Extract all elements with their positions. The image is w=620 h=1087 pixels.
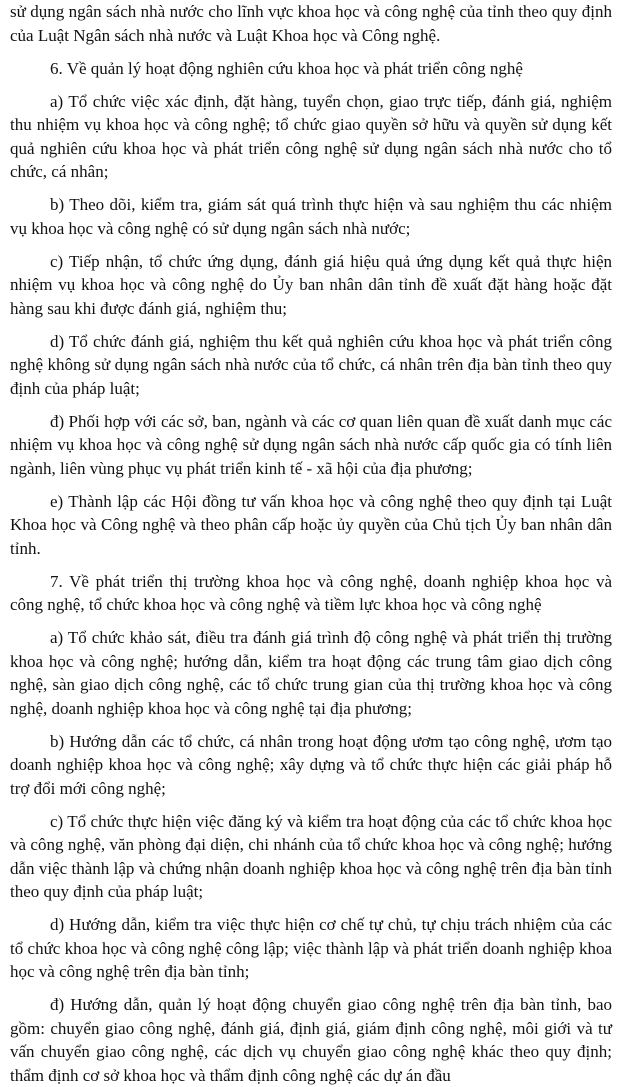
paragraph-6e: e) Thành lập các Hội đồng tư vấn khoa học và công nghệ theo quy định tại Luật Khoa học và Công nghệ và theo phân cấp hoặc ủy quyền của Chủ tịch Ủy ban nhân dân tỉnh.: [10, 491, 612, 558]
section-heading-7: 7. Về phát triển thị trường khoa học và công nghệ, doanh nghiệp khoa học và công nghệ, tổ chức khoa học và công nghệ và tiềm lực khoa học và công nghệ: [10, 571, 612, 614]
paragraph-continuation: sử dụng ngân sách nhà nước cho lĩnh vực khoa học và công nghệ của tỉnh theo quy định của Luật Ngân sách nhà nước và Luật Khoa học và Công nghệ.: [10, 2, 612, 45]
paragraph-7dd: đ) Hướng dẫn, quản lý hoạt động chuyển giao công nghệ trên địa bàn tỉnh, bao gồm: chuyển giao công nghệ, đánh giá, định giá, giám định công nghệ, môi giới và tư vấn chuyển giao công nghệ, các dịch vụ chuyển giao công nghệ khác theo quy định; thẩm định cơ sở khoa học và thẩm định công nghệ các dự án đầu: [10, 995, 612, 1085]
section-heading-6: 6. Về quản lý hoạt động nghiên cứu khoa học và phát triển công nghệ: [50, 58, 523, 78]
paragraph-6c: c) Tiếp nhận, tổ chức ứng dụng, đánh giá hiệu quả ứng dụng kết quả thực hiện nhiệm vụ khoa học và công nghệ do Ủy ban nhân dân tỉnh đề xuất đặt hàng hoặc đặt hàng sau khi được đánh giá, nghiệm thu;: [10, 251, 612, 318]
paragraph-6dd: đ) Phối hợp với các sở, ban, ngành và các cơ quan liên quan đề xuất danh mục các nhiệm vụ khoa học và công nghệ sử dụng ngân sách nhà nước cấp quốc gia có tính liên ngành, liên vùng phục vụ phát triển kinh tế - xã hội của địa phương;: [10, 411, 612, 478]
paragraph-6d: d) Tổ chức đánh giá, nghiệm thu kết quả nghiên cứu khoa học và phát triển công nghệ không sử dụng ngân sách nhà nước của tổ chức, cá nhân trên địa bàn tỉnh theo quy định của pháp luật;: [10, 331, 612, 398]
document-page: [10, 0, 612, 1085]
paragraph-6b: b) Theo dõi, kiểm tra, giám sát quá trình thực hiện và sau nghiệm thu các nhiệm vụ khoa học và công nghệ có sử dụng ngân sách nhà nước;: [10, 195, 612, 238]
paragraph-7c: c) Tổ chức thực hiện việc đăng ký và kiểm tra hoạt động của các tổ chức khoa học và công nghệ, văn phòng đại diện, chi nhánh của tổ chức khoa học và công nghệ; hướng dẫn việc thành lập và chứng nhận doanh nghiệp khoa học và công nghệ trên địa bàn tỉnh theo quy định của pháp luật;: [10, 811, 612, 901]
paragraph-6a: a) Tổ chức việc xác định, đặt hàng, tuyển chọn, giao trực tiếp, đánh giá, nghiệm thu nhiệm vụ khoa học và công nghệ; tổ chức giao quyền sở hữu và quyền sử dụng kết quả nghiên cứu khoa học và phát triển công nghệ sử dụng ngân sách nhà nước cho tổ chức, cá nhân;: [10, 91, 612, 181]
paragraph-7a: a) Tổ chức khảo sát, điều tra đánh giá trình độ công nghệ và phát triển thị trường khoa học và công nghệ; hướng dẫn, kiểm tra hoạt động các trung tâm giao dịch công nghệ, sàn giao dịch công nghệ, các tổ chức trung gian của thị trường khoa học và công nghệ, doanh nghiệp khoa học và công nghệ tại địa phương;: [10, 628, 612, 718]
paragraph-7d: d) Hướng dẫn, kiểm tra việc thực hiện cơ chế tự chủ, tự chịu trách nhiệm của các tổ chức khoa học và công nghệ công lập; việc thành lập và phát triển doanh nghiệp khoa học và công nghệ trên địa bàn tỉnh;: [10, 915, 612, 981]
paragraph-7b: b) Hướng dẫn các tổ chức, cá nhân trong hoạt động ươm tạo công nghệ, ươm tạo doanh nghiệp khoa học và công nghệ; xây dựng và tổ chức thực hiện các giải pháp hỗ trợ đổi mới công nghệ;: [10, 731, 612, 798]
